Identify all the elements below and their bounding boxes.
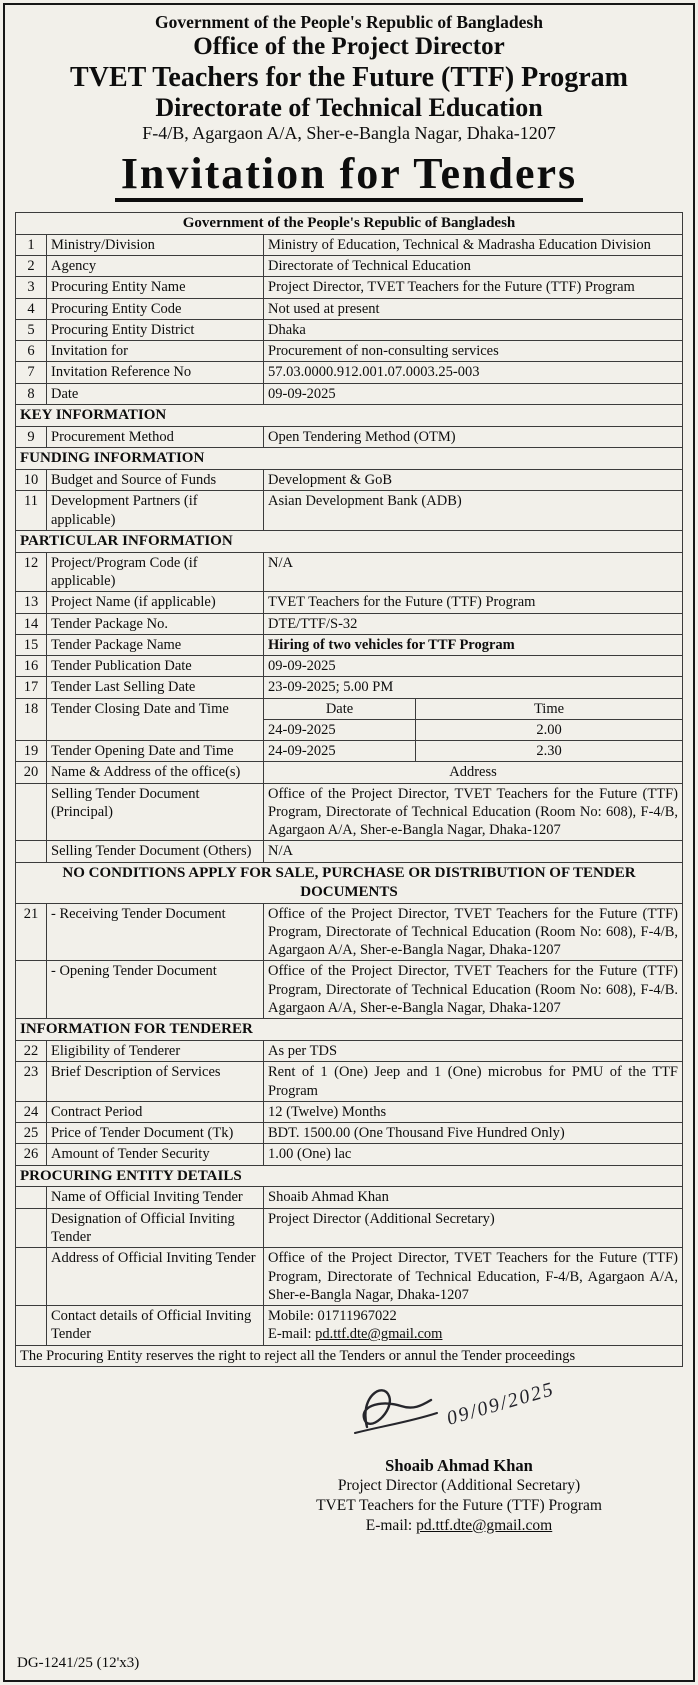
- table-row-publication-date: [16, 656, 683, 677]
- closing-note: The Procuring Entity reserves the right to reject all the Tenders or annul the Tender proceedings: [16, 1345, 683, 1366]
- section-title: PROCURING ENTITY DETAILS: [16, 1165, 683, 1187]
- row-label: Tender Publication Date: [47, 656, 264, 677]
- row-number: 1: [16, 234, 47, 255]
- table-row-brief-description: [16, 1062, 683, 1102]
- row-label: Procuring Entity Name: [47, 277, 264, 298]
- table-row-budget-source: [16, 470, 683, 491]
- row-value: Asian Development Bank (ADB): [264, 491, 683, 531]
- table-row-selling-others: [16, 841, 683, 862]
- row-label: Eligibility of Tenderer: [47, 1041, 264, 1062]
- print-reference: DG-1241/25 (12'x3): [17, 1655, 140, 1671]
- opening-time: 2.30: [416, 741, 683, 762]
- row-number: 13: [16, 592, 47, 613]
- row-label: Budget and Source of Funds: [47, 470, 264, 491]
- row-number: 20: [16, 762, 47, 783]
- row-number-empty: [16, 1187, 47, 1208]
- table-row-entity-name: [16, 277, 683, 298]
- row-value: 23-09-2025; 5.00 PM: [264, 677, 683, 698]
- row-label: Date: [47, 383, 264, 404]
- row-label: Selling Tender Document (Others): [47, 841, 264, 862]
- row-value: N/A: [264, 552, 683, 592]
- row-label: Price of Tender Document (Tk): [47, 1123, 264, 1144]
- row-number: 26: [16, 1144, 47, 1165]
- row-label: Tender Package Name: [47, 634, 264, 655]
- row-label: Invitation for: [47, 341, 264, 362]
- row-label: Address of Official Inviting Tender: [47, 1248, 264, 1306]
- row-number: 15: [16, 634, 47, 655]
- section-row-information-for-tenderer: [16, 1019, 683, 1041]
- row-label: Selling Tender Document (Principal): [47, 783, 264, 841]
- row-number-empty: [16, 783, 47, 841]
- section-title: NO CONDITIONS APPLY FOR SALE, PURCHASE OR DISTRIBUTION OF TENDER DOCUMENTS: [16, 862, 683, 903]
- row-number: 3: [16, 277, 47, 298]
- letterhead-office: Office of the Project Director: [193, 33, 505, 60]
- row-value: Directorate of Technical Education: [264, 256, 683, 277]
- document-title-text: Invitation for Tenders: [115, 151, 583, 202]
- row-value: BDT. 1500.00 (One Thousand Five Hundred Only): [264, 1123, 683, 1144]
- table-row-receiving-tender: [16, 903, 683, 961]
- table-row-selling-principal: [16, 783, 683, 841]
- table-row-agency: [16, 256, 683, 277]
- row-label: Development Partners (if applicable): [47, 491, 264, 531]
- row-value: Not used at present: [264, 298, 683, 319]
- row-number-empty: [16, 961, 47, 1019]
- table-title: Government of the People's Republic of Bangladesh: [16, 213, 683, 235]
- row-label: Tender Package No.: [47, 613, 264, 634]
- letterhead-directorate: Directorate of Technical Education: [155, 93, 543, 123]
- table-row-official-name: [16, 1187, 683, 1208]
- row-label: Tender Closing Date and Time: [47, 698, 264, 741]
- row-label: Tender Opening Date and Time: [47, 741, 264, 762]
- row-number-empty: [16, 1208, 47, 1248]
- table-row-date: [16, 383, 683, 404]
- row-number: 4: [16, 298, 47, 319]
- row-label: Procuring Entity District: [47, 319, 264, 340]
- row-label: Contract Period: [47, 1101, 264, 1122]
- row-label: Name of Official Inviting Tender: [47, 1187, 264, 1208]
- signature-handwritten-date: 09/09/2025: [444, 1377, 558, 1430]
- row-label: Designation of Official Inviting Tender: [47, 1208, 264, 1248]
- row-label: Brief Description of Services: [47, 1062, 264, 1102]
- signatory-email-line: [249, 1516, 669, 1536]
- letterhead-address: F-4/B, Agargaon A/A, Sher-e-Bangla Nagar, Dhaka-1207: [142, 123, 556, 144]
- signatory-org: TVET Teachers for the Future (TTF) Program: [316, 1496, 602, 1514]
- row-number: 8: [16, 383, 47, 404]
- row-number: 14: [16, 613, 47, 634]
- closing-time: 2.00: [416, 719, 683, 740]
- row-number: 22: [16, 1041, 47, 1062]
- table-row-invitation-for: [16, 341, 683, 362]
- table-row-tender-security: [16, 1144, 683, 1165]
- table-row-last-selling-date: [16, 677, 683, 698]
- row-number: 25: [16, 1123, 47, 1144]
- row-number: 24: [16, 1101, 47, 1122]
- row-number: 10: [16, 470, 47, 491]
- row-number: 18: [16, 698, 47, 741]
- letterhead-government: Government of the People's Republic of Bangladesh: [155, 12, 543, 32]
- row-number: 5: [16, 319, 47, 340]
- row-label: Name & Address of the office(s): [47, 762, 264, 783]
- row-value: Procurement of non-consulting services: [264, 341, 683, 362]
- table-row-entity-code: [16, 298, 683, 319]
- opening-date: 24-09-2025: [264, 741, 416, 762]
- row-label: Contact details of Official Inviting Tender: [47, 1306, 264, 1346]
- row-value: Shoaib Ahmad Khan: [264, 1187, 683, 1208]
- section-title: FUNDING INFORMATION: [16, 448, 683, 470]
- row-label: Project Name (if applicable): [47, 592, 264, 613]
- row-value: 1.00 (One) lac: [264, 1144, 683, 1165]
- table-row-official-address: [16, 1248, 683, 1306]
- contact-email: pd.ttf.dte@gmail.com: [315, 1326, 443, 1343]
- letterhead-program: TVET Teachers for the Future (TTF) Program: [70, 61, 628, 93]
- row-value: DTE/TTF/S-32: [264, 613, 683, 634]
- row-value: Dhaka: [264, 319, 683, 340]
- contact-email-prefix: E-mail:: [268, 1326, 316, 1343]
- section-title: INFORMATION FOR TENDERER: [16, 1019, 683, 1041]
- row-number: 6: [16, 341, 47, 362]
- table-title-row: [16, 213, 683, 235]
- time-column-header: Time: [416, 698, 683, 719]
- row-value: Hiring of two vehicles for TTF Program: [264, 634, 683, 655]
- signatory-name: Shoaib Ahmad Khan: [385, 1455, 533, 1475]
- table-row-package-no: [16, 613, 683, 634]
- section-row-procuring-entity-details: [16, 1165, 683, 1187]
- row-value: Office of the Project Director, TVET Teachers for the Future (TTF) Program, Directorate of Technical Education, F-4/B, Agargaon A/A, Sher-e-Bangla Nagar, Dhaka-1207: [264, 1248, 683, 1306]
- row-label: - Receiving Tender Document: [47, 903, 264, 961]
- row-value: Ministry of Education, Technical & Madrasha Education Division: [264, 234, 683, 255]
- row-value: Rent of 1 (One) Jeep and 1 (One) microbus for PMU of the TTF Program: [264, 1062, 683, 1102]
- row-number: 21: [16, 903, 47, 961]
- row-label: Procuring Entity Code: [47, 298, 264, 319]
- row-label: Tender Last Selling Date: [47, 677, 264, 698]
- table-row-opening-datetime: [16, 741, 683, 762]
- table-row-package-name: [16, 634, 683, 655]
- table-row-project-name: [16, 592, 683, 613]
- row-number: 19: [16, 741, 47, 762]
- section-row-funding-information: [16, 448, 683, 470]
- row-label: Procurement Method: [47, 426, 264, 447]
- table-row-project-code: [16, 552, 683, 592]
- row-number: 9: [16, 426, 47, 447]
- table-row-procurement-method: [16, 426, 683, 447]
- document-title: [15, 148, 683, 202]
- signature-area: [15, 1375, 683, 1570]
- table-row-closing-note: [16, 1345, 683, 1366]
- row-value: Office of the Project Director, TVET Teachers for the Future (TTF) Program, Directorate of Technical Education (Room No: 608), F-4/B, Agargaon A/A, Sher-e-Bangla Nagar, Dhaka-1207: [264, 783, 683, 841]
- row-value: [264, 1306, 683, 1346]
- row-label: Project/Program Code (if applicable): [47, 552, 264, 592]
- row-label: Agency: [47, 256, 264, 277]
- table-row-development-partners: [16, 491, 683, 531]
- row-value: TVET Teachers for the Future (TTF) Program: [264, 592, 683, 613]
- table-row-invitation-ref: [16, 362, 683, 383]
- row-number: 17: [16, 677, 47, 698]
- row-label: - Opening Tender Document: [47, 961, 264, 1019]
- signatory-title: Project Director (Additional Secretary): [337, 1476, 581, 1494]
- row-value: Office of the Project Director, TVET Teachers for the Future (TTF) Program, Directorate of Technical Education (Room No: 608), F-4/B. Agargaon A/A, Sher-e-Bangla Nagar, Dhaka-1207: [264, 961, 683, 1019]
- row-value: As per TDS: [264, 1041, 683, 1062]
- row-label: Invitation Reference No: [47, 362, 264, 383]
- row-number: 11: [16, 491, 47, 531]
- row-number: 12: [16, 552, 47, 592]
- row-label: Amount of Tender Security: [47, 1144, 264, 1165]
- row-value: Project Director (Additional Secretary): [264, 1208, 683, 1248]
- address-column-header: Address: [264, 762, 683, 783]
- table-row-entity-district: [16, 319, 683, 340]
- signatory-email: pd.ttf.dte@gmail.com: [416, 1516, 553, 1534]
- row-number: 23: [16, 1062, 47, 1102]
- row-value: Open Tendering Method (OTM): [264, 426, 683, 447]
- section-row-no-conditions: [16, 862, 683, 903]
- closing-date: 24-09-2025: [264, 719, 416, 740]
- row-number: 16: [16, 656, 47, 677]
- table-row-contract-period: [16, 1101, 683, 1122]
- date-column-header: Date: [264, 698, 416, 719]
- section-row-key-information: [16, 405, 683, 427]
- table-row-tender-document-price: [16, 1123, 683, 1144]
- row-value: 12 (Twelve) Months: [264, 1101, 683, 1122]
- table-row-official-contact: [16, 1306, 683, 1346]
- letterhead: [15, 12, 683, 145]
- row-number-empty: [16, 1306, 47, 1346]
- row-value: Office of the Project Director, TVET Teachers for the Future (TTF) Program, Directorate of Technical Education (Room No: 608), F-4/B, Agargaon A/A, Sher-e-Bangla Nagar, Dhaka-1207: [264, 903, 683, 961]
- section-title: KEY INFORMATION: [16, 405, 683, 427]
- row-number: 2: [16, 256, 47, 277]
- table-row-eligibility: [16, 1041, 683, 1062]
- row-value: Development & GoB: [264, 470, 683, 491]
- row-label: Ministry/Division: [47, 234, 264, 255]
- row-value: 09-09-2025: [264, 383, 683, 404]
- section-title: PARTICULAR INFORMATION: [16, 530, 683, 552]
- tender-table: [15, 212, 683, 1367]
- row-value: Project Director, TVET Teachers for the Future (TTF) Program: [264, 277, 683, 298]
- signatory-email-prefix: E-mail:: [365, 1516, 417, 1534]
- section-row-particular-information: [16, 530, 683, 552]
- signatory-block: [249, 1455, 669, 1536]
- row-number: 7: [16, 362, 47, 383]
- contact-email-line: [268, 1325, 678, 1343]
- table-row-official-designation: [16, 1208, 683, 1248]
- contact-mobile: Mobile: 01711967022: [268, 1308, 397, 1325]
- table-row-office-address-header: [16, 762, 683, 783]
- row-value: N/A: [264, 841, 683, 862]
- table-row-opening-tender: [16, 961, 683, 1019]
- row-number-empty: [16, 1248, 47, 1306]
- table-row-ministry: [16, 234, 683, 255]
- row-value: 09-09-2025: [264, 656, 683, 677]
- signature-icon: [337, 1373, 617, 1453]
- document-frame: [3, 3, 695, 1682]
- row-value: 57.03.0000.912.001.07.0003.25-003: [264, 362, 683, 383]
- table-row-closing-datetime-header: [16, 698, 683, 719]
- row-number-empty: [16, 841, 47, 862]
